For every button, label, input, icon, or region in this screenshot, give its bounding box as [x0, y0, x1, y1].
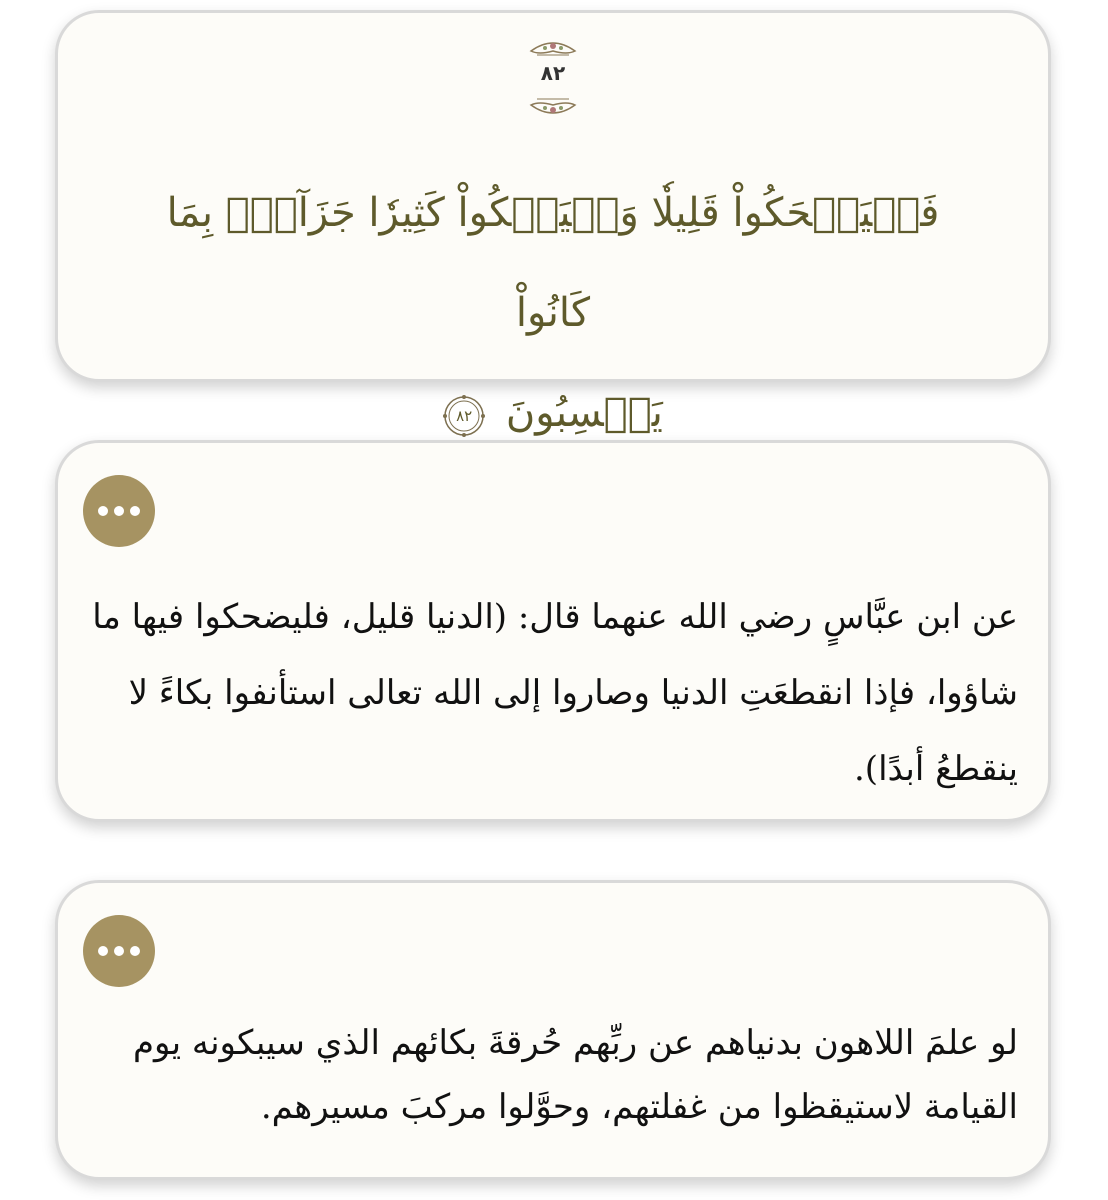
more-options-button[interactable] [83, 915, 155, 987]
verse-header-number: ٨٢ [540, 61, 566, 85]
reflection-text: لو علمَ اللاهون بدنياهم عن ربِّهم حُرقةَ بكائهم الذي سيبكونه يوم القيامة لاستيقظوا من غفلتهم، وحوَّلوا مركبَ مسيرهم. [132, 1023, 1018, 1127]
verse-ornament-icon [523, 37, 583, 119]
verse-text [128, 163, 978, 463]
more-options-button[interactable] [83, 475, 155, 547]
verse-line-2-text: يَكۡسِبُونَ [505, 390, 663, 436]
hadith-text: عن ابن عبَّاسٍ رضي الله عنهما قال: (الدنيا قليل، فليضحكوا فيها ما شاؤوا، فإذا انقطعَتِ الدنيا وصاروا إلى الله تعالى استأنفوا بكاءً لا ينقطعُ أبدًا). [92, 597, 1018, 789]
hadith-card [55, 440, 1051, 822]
verse-line-1: فَلۡيَضۡحَكُواْ قَلِيلٗا وَلۡيَبۡكُواْ كَثِيرٗا جَزَآءَۢ بِمَا كَانُواْ [166, 190, 940, 336]
ayah-end-marker-icon [443, 395, 485, 437]
ellipsis-icon [95, 506, 143, 516]
verse-card [55, 10, 1051, 436]
reflection-card [55, 880, 1051, 1180]
ayah-number: ٨٢ [456, 407, 473, 425]
ellipsis-icon [95, 946, 143, 956]
